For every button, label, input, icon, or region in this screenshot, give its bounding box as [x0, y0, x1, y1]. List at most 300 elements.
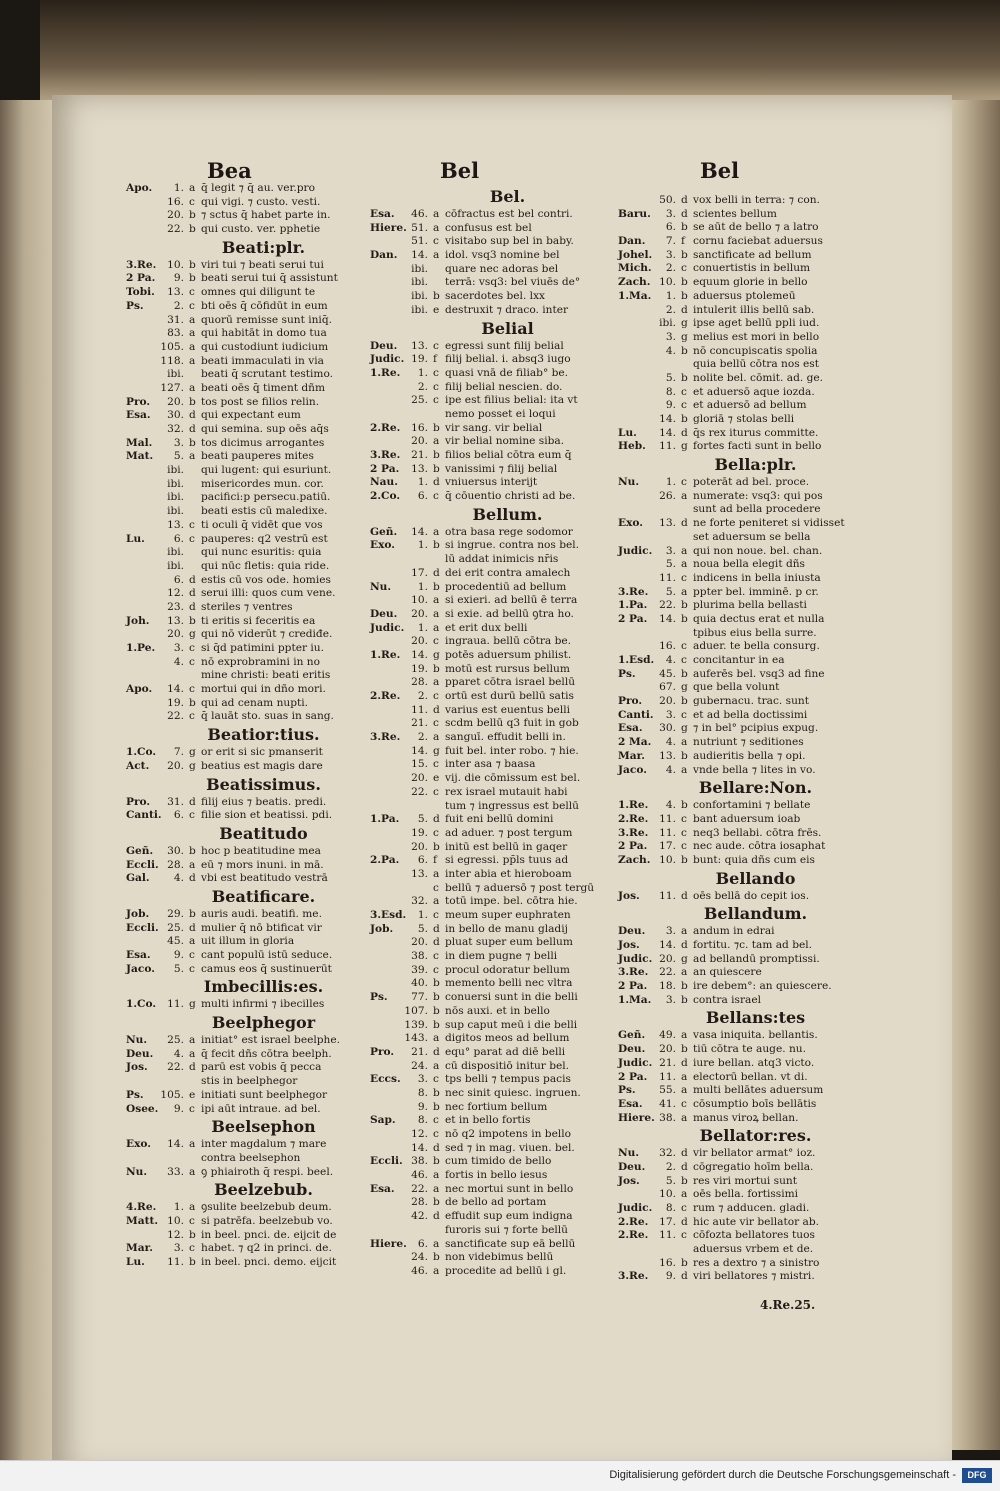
book-reference: Dan.: [618, 235, 646, 248]
book-reference: [126, 710, 160, 724]
section-heading: Bella:plr.: [714, 455, 797, 475]
section-letter: [433, 263, 445, 277]
entry-text: gloriā ⁊ stolas belli: [693, 413, 795, 425]
entry-text: procedentiū ad bellum: [445, 580, 567, 593]
index-entry: [618, 476, 863, 490]
book-reference: [370, 1265, 404, 1279]
book-reference: [126, 669, 160, 683]
book-reference: Gal.: [126, 872, 150, 885]
book-reference: 2.Re.: [618, 812, 649, 825]
book-reference: Deu.: [618, 925, 646, 938]
chapter-number: 1.: [417, 539, 428, 552]
chapter-number: 2.: [665, 303, 676, 316]
index-entry: [618, 939, 863, 953]
chapter-number: 19.: [167, 696, 184, 709]
entry-text: auferēs bel. vsq3 ad fine: [693, 667, 825, 680]
book-reference: [370, 895, 404, 909]
entry-text: tps belli ⁊ tempus pacis: [445, 1073, 571, 1086]
section-letter: c: [681, 385, 687, 398]
index-entry: [126, 615, 371, 629]
index-entry: [126, 1138, 371, 1152]
index-entry: [618, 1147, 863, 1161]
chapter-number: 5.: [665, 585, 676, 598]
chapter-number: 28.: [411, 1196, 428, 1209]
book-reference: [370, 827, 404, 841]
index-entry: [126, 935, 371, 949]
index-column-1: [126, 182, 371, 1270]
entry-text: fuit eni bellū domini: [445, 813, 554, 826]
index-entry: [370, 490, 615, 504]
chapter-number: 14.: [659, 426, 676, 439]
section-letter: b: [433, 840, 440, 853]
entry-text: aduer. te bella consurg.: [693, 640, 820, 653]
entry-text: ipe est filius belial: ita vt: [445, 394, 578, 407]
book-reference: [618, 399, 652, 413]
index-entry: [618, 586, 863, 600]
book-reference: [370, 408, 404, 422]
book-reference: Osee.: [126, 1102, 159, 1115]
section-letter: a: [189, 381, 196, 394]
index-entry: [370, 249, 615, 263]
index-entry: [370, 909, 615, 923]
book-reference: 1.Re.: [618, 799, 649, 812]
book-reference: Deu.: [126, 1047, 154, 1060]
index-entry: [370, 1019, 615, 1033]
index-entry: [370, 813, 615, 827]
book-reference: [618, 345, 652, 359]
section-letter: [681, 503, 693, 517]
index-entry: [370, 758, 615, 772]
index-entry: [126, 464, 371, 478]
index-entry: [126, 1152, 371, 1166]
section-letter: d: [681, 194, 688, 206]
book-reference: [618, 1243, 652, 1257]
index-entry: [126, 859, 371, 873]
chapter-number: 50.: [659, 194, 676, 206]
chapter-number: 29.: [167, 907, 184, 920]
chapter-number: 14.: [659, 612, 676, 625]
chapter-number: 14.: [411, 744, 428, 757]
entry-text: eū ⁊ mors inuni. in mā.: [201, 858, 324, 871]
index-entry: [370, 1210, 615, 1224]
section-letter: a: [189, 313, 196, 326]
book-reference: Zach.: [618, 276, 651, 289]
index-entry: [126, 223, 371, 237]
entry-text: scientes bellum: [693, 207, 777, 220]
book-reference: [126, 1075, 160, 1089]
index-entry: [370, 367, 615, 381]
book-reference: Jaco.: [618, 763, 647, 776]
section-letter: d: [681, 303, 688, 316]
entry-text: rex israel mutauit habi: [445, 785, 568, 798]
book-reference: [618, 331, 652, 345]
chapter-number: 4.: [665, 654, 676, 666]
book-reference: 2 Ma.: [618, 736, 652, 749]
chapter-number: 105.: [160, 1088, 184, 1101]
index-entry: [618, 427, 863, 441]
index-entry: [618, 440, 863, 454]
footer-credit: Digitalisierung gefördert durch die Deutsche Forschungsgemeinschaft -: [609, 1469, 956, 1481]
index-entry: [370, 717, 615, 731]
entry-text: bellū ⁊ aduersō ⁊ post tergū: [445, 881, 595, 894]
book-reference: [618, 304, 652, 318]
chapter-number: [160, 1075, 189, 1089]
section-letter: c: [433, 717, 439, 730]
entry-text: uit illum in gloria: [201, 935, 295, 948]
chapter-number: 20.: [659, 1043, 676, 1056]
section-letter: a: [681, 585, 688, 598]
chapter-number: 4.: [173, 655, 184, 668]
entry-text: q̄ lauāt sto. suas in sang.: [201, 710, 334, 723]
book-reference: 2.Pa.: [370, 854, 400, 867]
chapter-number: 13.: [167, 518, 184, 531]
chapter-number: 20.: [411, 840, 428, 853]
chapter-number: 1.: [417, 580, 428, 593]
section-letter: [433, 1224, 445, 1238]
entry-text: mine christi: beati eritis: [201, 669, 331, 682]
index-entry: [370, 923, 615, 937]
section-letter: a: [189, 1138, 196, 1151]
book-reference: Jos.: [618, 939, 640, 951]
index-entry: [370, 1169, 615, 1183]
book-reference: Pro.: [618, 695, 643, 708]
index-entry: [618, 1112, 863, 1126]
section-letter: d: [681, 889, 688, 902]
index-entry: [126, 998, 371, 1012]
entry-text: vir bellator armat° ioz.: [693, 1147, 816, 1160]
book-reference: 3.Re.: [126, 258, 157, 271]
chapter-number: 105.: [160, 340, 184, 353]
chapter-number: 18.: [659, 980, 676, 993]
chapter-number: 14.: [167, 1138, 184, 1151]
index-entry: [126, 437, 371, 451]
index-entry: [618, 386, 863, 400]
section-letter: b: [433, 539, 440, 552]
book-reference: [126, 368, 160, 382]
section-letter: c: [189, 1102, 195, 1115]
section-letter: b: [433, 977, 440, 990]
index-entry: [618, 358, 863, 372]
entry-text: bti oēs q̄ cōfidūt in eum: [201, 299, 328, 312]
index-entry: [126, 1089, 371, 1103]
index-entry: [370, 1087, 615, 1101]
book-reference: 2.Re.: [618, 1215, 649, 1228]
index-entry: [618, 194, 863, 208]
entry-text: qui lugent: qui esuriunt.: [201, 464, 332, 477]
entry-text: numerate: vsq3: qui pos: [693, 489, 823, 502]
index-entry: [370, 1265, 615, 1279]
entry-text: bant aduersum ioab: [693, 812, 801, 825]
index-entry: [618, 925, 863, 939]
chapter-number: 3.: [665, 207, 676, 220]
book-reference: 2 Pa.: [618, 980, 648, 993]
chapter-number: 11.: [659, 826, 676, 839]
index-entry: [618, 627, 863, 641]
chapter-number: 1.: [417, 476, 428, 489]
index-entry: [370, 786, 615, 800]
book-reference: [370, 800, 404, 814]
section-letter: b: [189, 395, 196, 408]
index-entry: [126, 409, 371, 423]
index-entry: [370, 1005, 615, 1019]
chapter-number: 25.: [411, 394, 428, 407]
section-letter: c: [433, 235, 439, 248]
chapter-number: 7.: [173, 746, 184, 759]
section-letter: a: [681, 1029, 688, 1042]
chapter-number: 4.: [173, 872, 184, 885]
entry-text: gubernacu. trac. sunt: [693, 695, 809, 708]
index-entry: [126, 533, 371, 547]
section-letter: c: [189, 286, 195, 299]
index-entry: [618, 640, 863, 654]
index-entry: [370, 476, 615, 490]
book-reference: 1.Co.: [126, 998, 157, 1011]
section-letter: a: [433, 435, 440, 448]
index-entry: [126, 1103, 371, 1117]
book-reference: 2 Pa.: [618, 840, 648, 853]
index-column-3: [618, 194, 863, 1284]
index-entry: [126, 796, 371, 810]
book-reference: Nu.: [618, 476, 640, 489]
chapter-number: 19.: [411, 662, 428, 675]
section-letter: c: [433, 909, 439, 921]
entry-text: tos post se filios relin.: [201, 395, 320, 408]
section-letter: c: [681, 476, 687, 489]
entry-text: quare nec adoras bel: [445, 262, 559, 275]
book-reference: Eccli.: [126, 858, 159, 871]
index-entry: [618, 966, 863, 980]
section-letter: f: [681, 235, 685, 248]
section-letter: c: [433, 826, 439, 839]
section-heading: Bel.: [489, 187, 526, 206]
book-reference: [126, 1152, 160, 1166]
section-letter: c: [189, 642, 195, 654]
chapter-number: 14.: [659, 413, 676, 425]
book-reference: 2.Re.: [618, 1229, 649, 1242]
index-entry: [370, 1032, 615, 1046]
entry-text: contra israel: [693, 993, 762, 1006]
book-reference: [126, 628, 160, 642]
book-reference: Judic.: [370, 353, 405, 366]
section-letter: a: [433, 1264, 440, 1277]
book-reference: [370, 1142, 404, 1156]
index-entry: [370, 936, 615, 950]
chapter-number: 28.: [411, 676, 428, 689]
book-reference: Hiere.: [370, 221, 407, 234]
entry-text: contra beelsephon: [201, 1151, 301, 1164]
index-entry: [618, 558, 863, 572]
chapter-number: 1.: [173, 1201, 184, 1214]
chapter-number: 22.: [167, 710, 184, 723]
index-entry: [618, 722, 863, 736]
book-reference: 1.Ma.: [618, 993, 652, 1006]
book-reference: Deu.: [370, 607, 398, 620]
section-letter: b: [189, 844, 196, 857]
section-letter: c: [189, 710, 195, 723]
book-reference: [370, 868, 404, 882]
entry-text: fortitu. ⁊c. tam ad bel.: [693, 939, 813, 951]
book-reference: Judic.: [618, 1202, 653, 1214]
index-entry: [126, 1242, 371, 1256]
section-letter: c: [681, 812, 687, 825]
section-letter: d: [681, 517, 688, 530]
section-letter: g: [189, 759, 196, 772]
book-reference: [370, 594, 404, 608]
chapter-number: 13.: [411, 867, 428, 880]
section-letter: a: [681, 1111, 688, 1124]
book-reference: Lu.: [618, 426, 637, 439]
index-entry: [370, 526, 615, 540]
column-header-1: Bea: [207, 158, 252, 183]
chapter-number: 3.: [665, 993, 676, 1006]
entry-text: indicens in bella iniusta: [693, 571, 821, 584]
entry-text: si patrēfa. beelzebub vo.: [201, 1214, 333, 1227]
book-reference: [618, 681, 652, 695]
entry-text: auris audi. beatifi. me.: [201, 907, 322, 920]
chapter-number: 9.: [173, 272, 184, 285]
chapter-number: 4.: [665, 763, 676, 776]
section-letter: a: [681, 558, 688, 571]
book-reference: [618, 572, 652, 586]
section-letter: d: [433, 476, 440, 489]
entry-text: tpibus eius bella surre.: [693, 626, 817, 639]
entry-text: poterāt ad bel. proce.: [693, 476, 810, 489]
entry-text: quia dectus erat et nulla: [693, 612, 825, 625]
chapter-number: [652, 503, 681, 517]
chapter-number: 11.: [411, 703, 428, 716]
entry-text: multi infirmi ⁊ ibecilles: [201, 998, 325, 1011]
book-reference: [370, 977, 404, 991]
book-reference: [370, 567, 404, 581]
chapter-number: 22.: [167, 1061, 184, 1074]
chapter-number: 38.: [659, 1111, 676, 1124]
section-letter: d: [433, 703, 440, 716]
book-reference: Matt.: [126, 1214, 159, 1227]
entry-text: nec aude. cōtra iosaphat: [693, 840, 826, 853]
chapter-number: 25.: [167, 1034, 184, 1047]
chapter-number: 107.: [404, 1004, 428, 1017]
book-reference: 3.Re.: [370, 449, 401, 461]
section-letter: c: [433, 881, 439, 894]
book-reference: [370, 882, 404, 896]
index-entry: [370, 1046, 615, 1060]
book-reference: Lu.: [126, 1256, 145, 1268]
book-reference: [370, 1224, 404, 1238]
section-letter: g: [189, 746, 196, 759]
section-letter: a: [189, 1047, 196, 1060]
index-entry: [126, 872, 371, 886]
section-letter: d: [189, 921, 196, 934]
entry-text: electorū bellan. vt di.: [693, 1070, 808, 1083]
chapter-number: 21.: [411, 717, 428, 730]
section-letter: g: [681, 681, 688, 694]
book-reference: [370, 772, 404, 786]
index-entry: [618, 813, 863, 827]
chapter-number: ibi.: [167, 546, 184, 559]
book-reference: Jos.: [126, 1061, 148, 1074]
book-reference: [618, 358, 652, 372]
section-letter: b: [433, 290, 440, 303]
book-reference: 2.Re.: [370, 690, 401, 702]
book-reference: Nu.: [126, 1165, 148, 1178]
index-entry: [618, 1229, 863, 1243]
index-entry: [618, 304, 863, 318]
book-reference: 3.Re.: [618, 826, 649, 839]
book-reference: Deu.: [618, 1160, 646, 1173]
section-heading: Beatior:tius.: [207, 725, 320, 745]
book-reference: [370, 676, 404, 690]
book-reference: Act.: [126, 759, 150, 772]
entry-text: et erit dux belli: [445, 621, 528, 634]
entry-text: inter magdalum ⁊ mare: [201, 1138, 327, 1151]
book-reference: [126, 355, 160, 369]
chapter-number: 14.: [411, 1141, 428, 1154]
book-reference: 2 Pa.: [618, 1070, 648, 1083]
index-entry: [370, 567, 615, 581]
entry-text: visitabo sup bel in baby.: [445, 235, 574, 248]
section-letter: c: [681, 262, 687, 275]
section-letter: d: [189, 1061, 196, 1074]
book-reference: 2 Pa.: [126, 272, 156, 285]
section-letter: a: [433, 676, 440, 689]
book-reference: [126, 587, 160, 601]
entry-text: vniuersus interijt: [445, 476, 538, 489]
chapter-number: 9.: [417, 1100, 428, 1113]
book-reference: Deu.: [618, 1043, 646, 1056]
index-entry: [126, 1215, 371, 1229]
chapter-number: 10.: [659, 853, 676, 866]
section-letter: g: [189, 628, 196, 641]
chapter-number: 127.: [160, 381, 184, 394]
chapter-number: 3.: [665, 330, 676, 343]
book-reference: 3.Esd.: [370, 909, 407, 921]
book-reference: Johel.: [618, 248, 653, 261]
index-entry: [618, 399, 863, 413]
section-letter: b: [433, 1251, 440, 1264]
book-reference: 2.Re.: [370, 421, 401, 434]
entry-text: equ° parat ad diē belli: [445, 1045, 566, 1058]
chapter-number: 22.: [411, 1182, 428, 1195]
index-entry: [618, 1188, 863, 1202]
book-reference: [370, 235, 404, 249]
entry-text: bunt: quia dñs cum eis: [693, 853, 815, 866]
book-reference: [126, 656, 160, 670]
index-entry: [126, 669, 371, 683]
section-letter: a: [189, 1201, 196, 1214]
entry-text: ti oculi q̄ vidēt que vos: [201, 518, 323, 531]
chapter-number: 20.: [411, 435, 428, 448]
section-letter: c: [433, 1114, 439, 1127]
chapter-number: 55.: [659, 1084, 676, 1097]
index-entry: [370, 854, 615, 868]
chapter-number: 5.: [417, 922, 428, 935]
entry-text: filie sion et beatissi. pdi.: [201, 809, 333, 822]
entry-text: confortamini ⁊ bellate: [693, 799, 811, 812]
index-entry: [370, 539, 615, 553]
section-letter: b: [433, 580, 440, 593]
book-reference: Judic.: [618, 1056, 653, 1069]
index-entry: [370, 663, 615, 677]
index-entry: [370, 208, 615, 222]
section-letter: a: [433, 867, 440, 880]
book-reference: [126, 519, 160, 533]
section-heading: Imbecillis:es.: [203, 977, 324, 997]
book-reference: [126, 560, 160, 574]
section-letter: d: [681, 207, 688, 220]
index-entry: [126, 1061, 371, 1075]
index-entry: [370, 222, 615, 236]
index-entry: [618, 750, 863, 764]
